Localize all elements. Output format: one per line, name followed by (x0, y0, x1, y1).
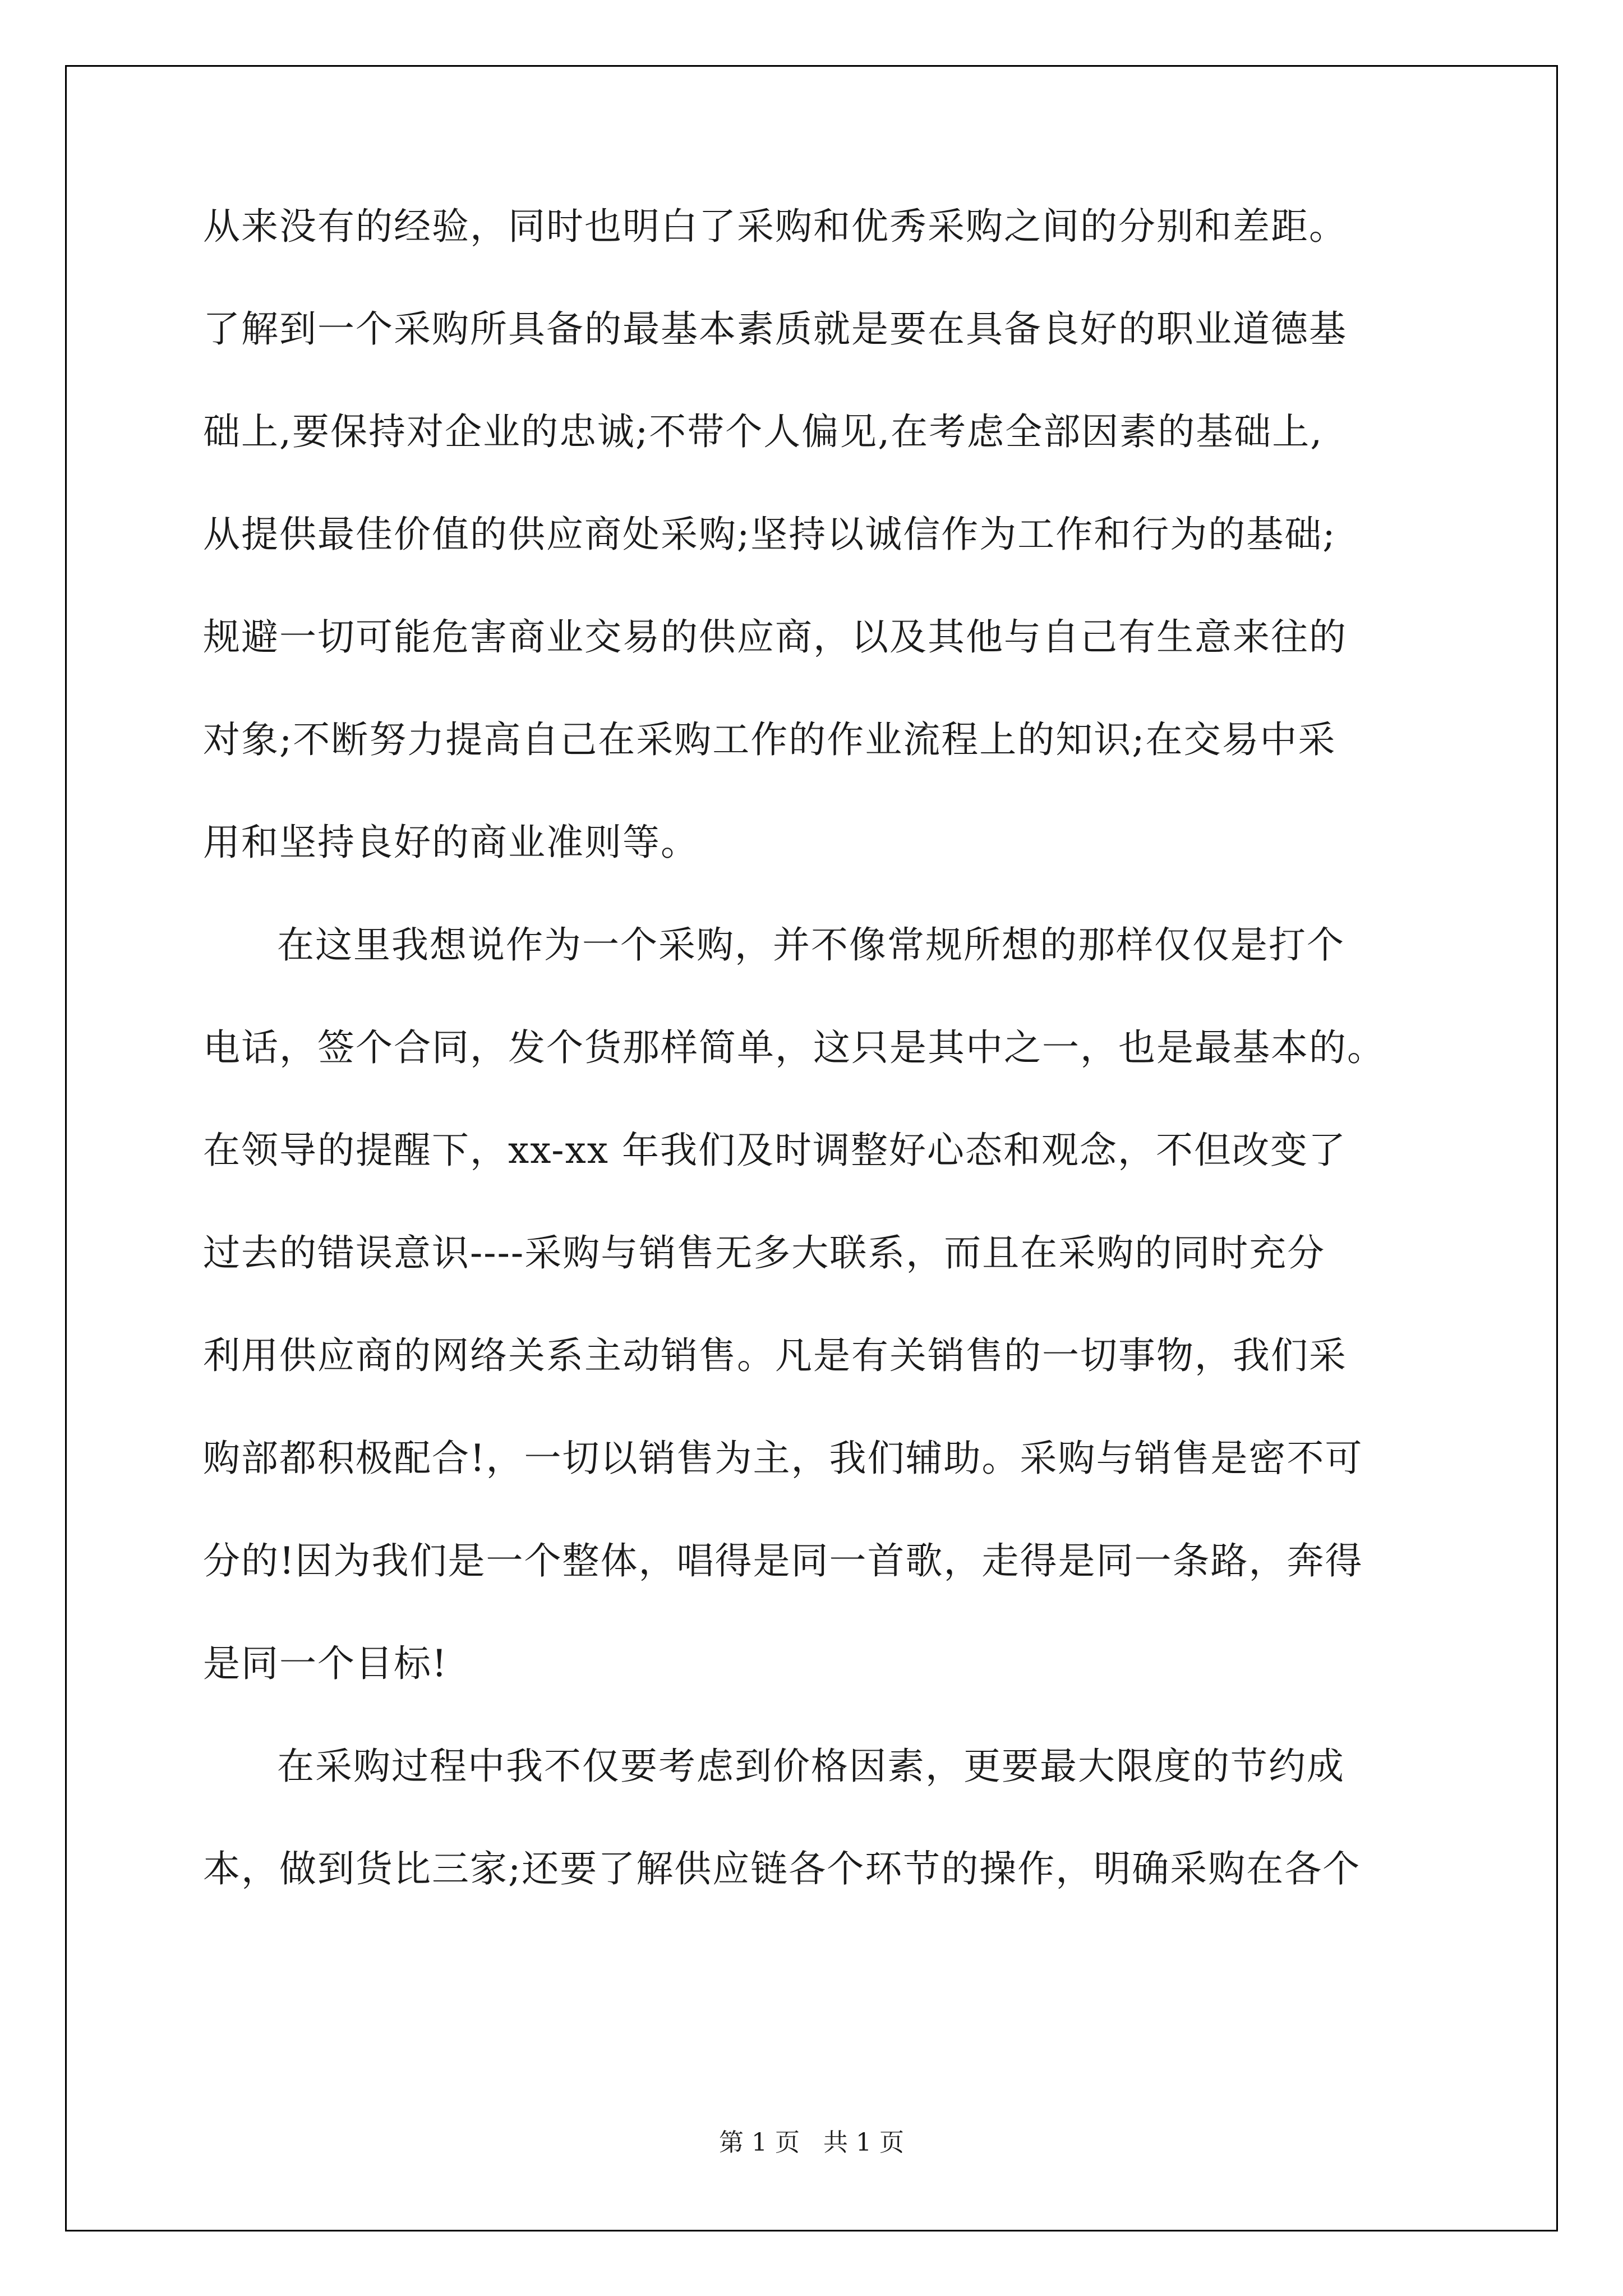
text-line: 电话，签个合同，发个货那样简单，这只是其中之一，也是最基本的。 (203, 1026, 1385, 1069)
text-line: 用和坚持良好的商业准则等。 (203, 821, 699, 864)
page-number-footer: 第 1 页 共 1 页 (719, 2128, 904, 2157)
text-line: 从提供最佳价值的供应商处采购;坚持以诚信作为工作和行为的基础; (203, 513, 1336, 556)
text-line: 本，做到货比三家;还要了解供应链各个环节的操作，明确采购在各个 (203, 1847, 1361, 1890)
text-line: 从来没有的经验，同时也明白了采购和优秀采购之间的分别和差距。 (203, 205, 1347, 248)
text-line: 过去的错误意识----采购与销售无多大联系，而且在采购的同时充分 (203, 1231, 1326, 1274)
text-line: 础上,要保持对企业的忠诚;不带个人偏见,在考虑全部因素的基础上, (203, 410, 1324, 453)
text-line: 购部都积极配合!，一切以销售为主，我们辅助。采购与销售是密不可 (203, 1437, 1363, 1480)
text-line: 在领导的提醒下，xx-xx 年我们及时调整好心态和观念，不但改变了 (203, 1129, 1347, 1172)
text-line: 是同一个目标! (203, 1642, 448, 1685)
text-line: 对象;不断努力提高自己在采购工作的作业流程上的知识;在交易中采 (203, 718, 1336, 761)
text-line: 利用供应商的网络关系主动销售。凡是有关销售的一切事物，我们采 (203, 1334, 1347, 1377)
text-line: 规避一切可能危害商业交易的供应商，以及其他与自己有生意来往的 (203, 615, 1347, 659)
paragraph-first-line: 在采购过程中我不仅要考虑到价格因素，更要最大限度的节约成 (277, 1745, 1345, 1788)
text-line: 分的!因为我们是一个整体，唱得是同一首歌，走得是同一条路，奔得 (203, 1539, 1363, 1582)
paragraph-first-line: 在这里我想说作为一个采购，并不像常规所想的那样仅仅是打个 (277, 923, 1345, 967)
text-line: 了解到一个采购所具备的最基本素质就是要在具备良好的职业道德基 (203, 307, 1347, 351)
document-body (203, 200, 1437, 1945)
